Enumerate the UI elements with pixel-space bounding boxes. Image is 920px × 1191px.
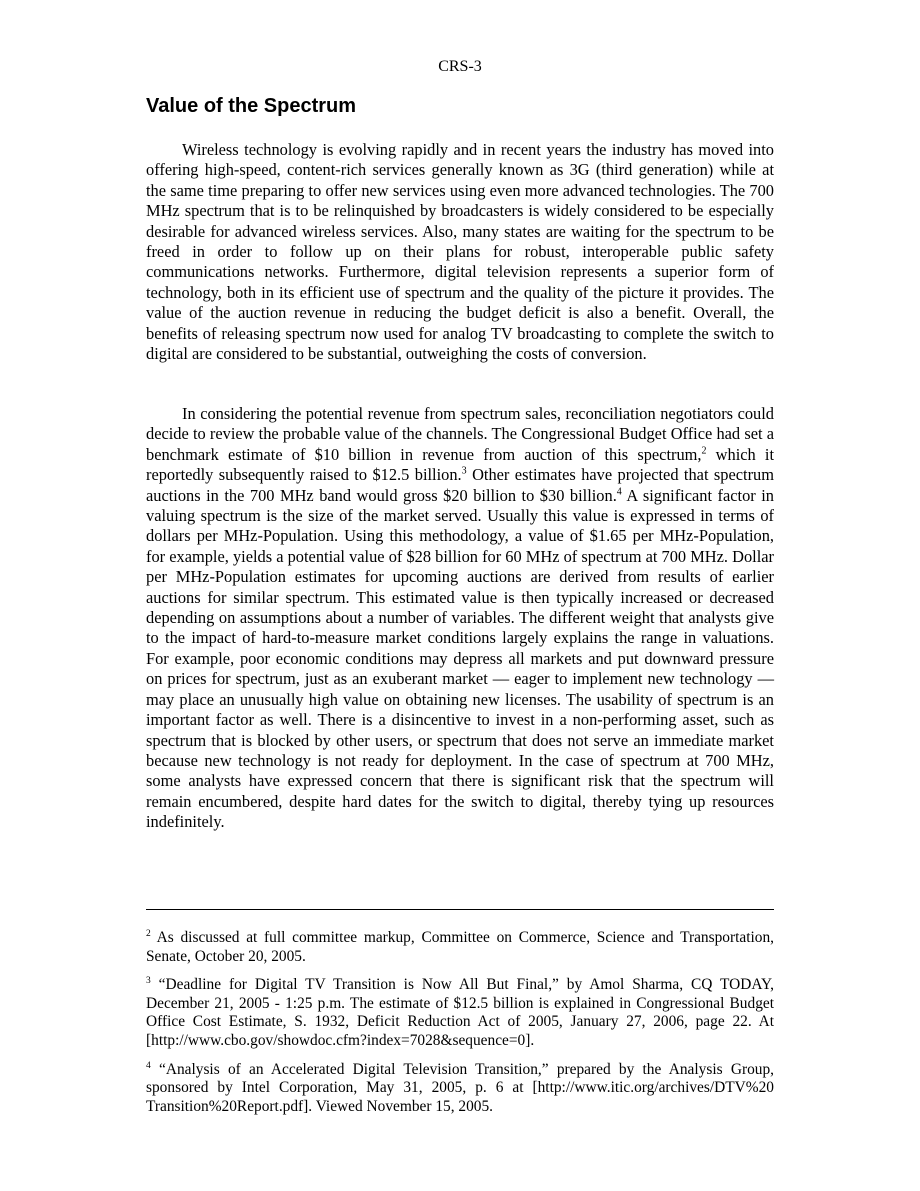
footnote-reference-3[interactable]: 3 [461,465,467,477]
page-number-header: CRS-3 [438,58,482,75]
footnote-number: 4 [146,1060,151,1071]
footnote-divider [146,909,774,910]
footnote-number: 2 [146,928,151,939]
footnote-2 [146,929,774,966]
paragraph-2-text: Other estimates have projected that spectrum auctions in the 700 MHz band would gross $20 billion to $30 billion. [146,465,774,505]
footnote-reference-2[interactable]: 2 [701,445,707,457]
paragraph-2-text: In considering the potential revenue from spectrum sales, reconciliation negotiators could decide to review the probable value of the channels. The Congressional Budget Office had set a benchmark estimate of $10 billion in revenue from auction of this spectrum, [146,404,774,464]
footnotes-section [146,929,774,1126]
body-paragraph-1-container [146,140,774,384]
body-paragraph-2 [146,404,774,833]
footnote-text: “Deadline for Digital TV Transition is Now All But Final,” by Amol Sharma, CQ TODAY, December 21, 2005 - 1:25 p.m. The estimate of $12.5 billion is explained in Congressional Budget Office Cost Estimate, S. 1932, Deficit Reduction Act of 2005, January 27, 2006, page 22. At [http://www.cbo.gov/showdoc.cfm?index=7028&sequence=0]. [146,976,774,1049]
body-paragraph-2-container [146,404,774,853]
footnote-number: 3 [146,976,151,987]
paragraph-2-text: which it reportedly subsequently raised to $12.5 billion. [146,444,775,485]
body-paragraph-1: Wireless technology is evolving rapidly and in recent years the industry has moved into offering high-speed, content-rich services generally known as 3G (third generation) while at the same time preparing to offer new services using even more advanced technologies. The 700 MHz spectrum that is to be relinquished by broadcasters is widely considered to be especially desirable for advanced wireless services. Also, many states are waiting for the spectrum to be freed in order to follow up on their plans for robust, interoperable public safety communications networks. Furthermore, digital television represents a superior form of technology, both in its efficient use of spectrum and the quality of the picture it provides. The value of the auction revenue in reducing the budget deficit is also a benefit. Overall, the benefits of releasing spectrum now used for analog TV broadcasting to complete the switch to digital are considered to be substantial, outweighing the costs of conversion. [146,140,774,364]
footnote-text: “Analysis of an Accelerated Digital Television Transition,” prepared by the Analysis Group, sponsored by Intel Corporation, May 31, 2005, p. 6 at [http://www.itic.org/archives/DTV%20 Transition%20Report.pdf]. Viewed November 15, 2005. [146,1060,774,1115]
footnote-text: As discussed at full committee markup, Committee on Commerce, Science and Transportation, Senate, October 20, 2005. [146,929,774,965]
section-heading: Value of the Spectrum [146,95,357,117]
paragraph-2-text: A significant factor in valuing spectrum is the size of the market served. Usually this value is expressed in terms of dollars per MHz-Population. Using this methodology, a value of $1.65 per MHz-Population, for example, yields a potential value of $28 billion for 60 MHz of spectrum at 700 MHz. Dollar per MHz-Population estimates for upcoming auctions are derived from results of earlier auctions for similar spectrum. This estimated value is then typically increased or decreased depending on assumptions about a number of variables. The different weight that analysts give to the impact of hard-to-measure market conditions largely explains the range in valuations. For example, poor economic conditions may depress all markets and put downward pressure on prices for spectrum, just as an exuberant market — eager to implement new technology — may place an unusually high value on obtaining new licenses. The usability of spectrum is an important factor as well. There is a disincentive to invest in a non-performing asset, such as spectrum that is blocked by other users, or spectrum that does not serve an immediate market because new technology is not ready for deployment. In the case of spectrum at 700 MHz, some analysts have expressed concern that there is significant risk that the spectrum will remain encumbered, despite hard dates for the switch to digital, thereby tying up resources indefinitely. [146,485,774,832]
footnote-3 [146,976,774,1050]
footnote-4 [146,1061,774,1117]
footnote-reference-4[interactable]: 4 [616,486,622,498]
